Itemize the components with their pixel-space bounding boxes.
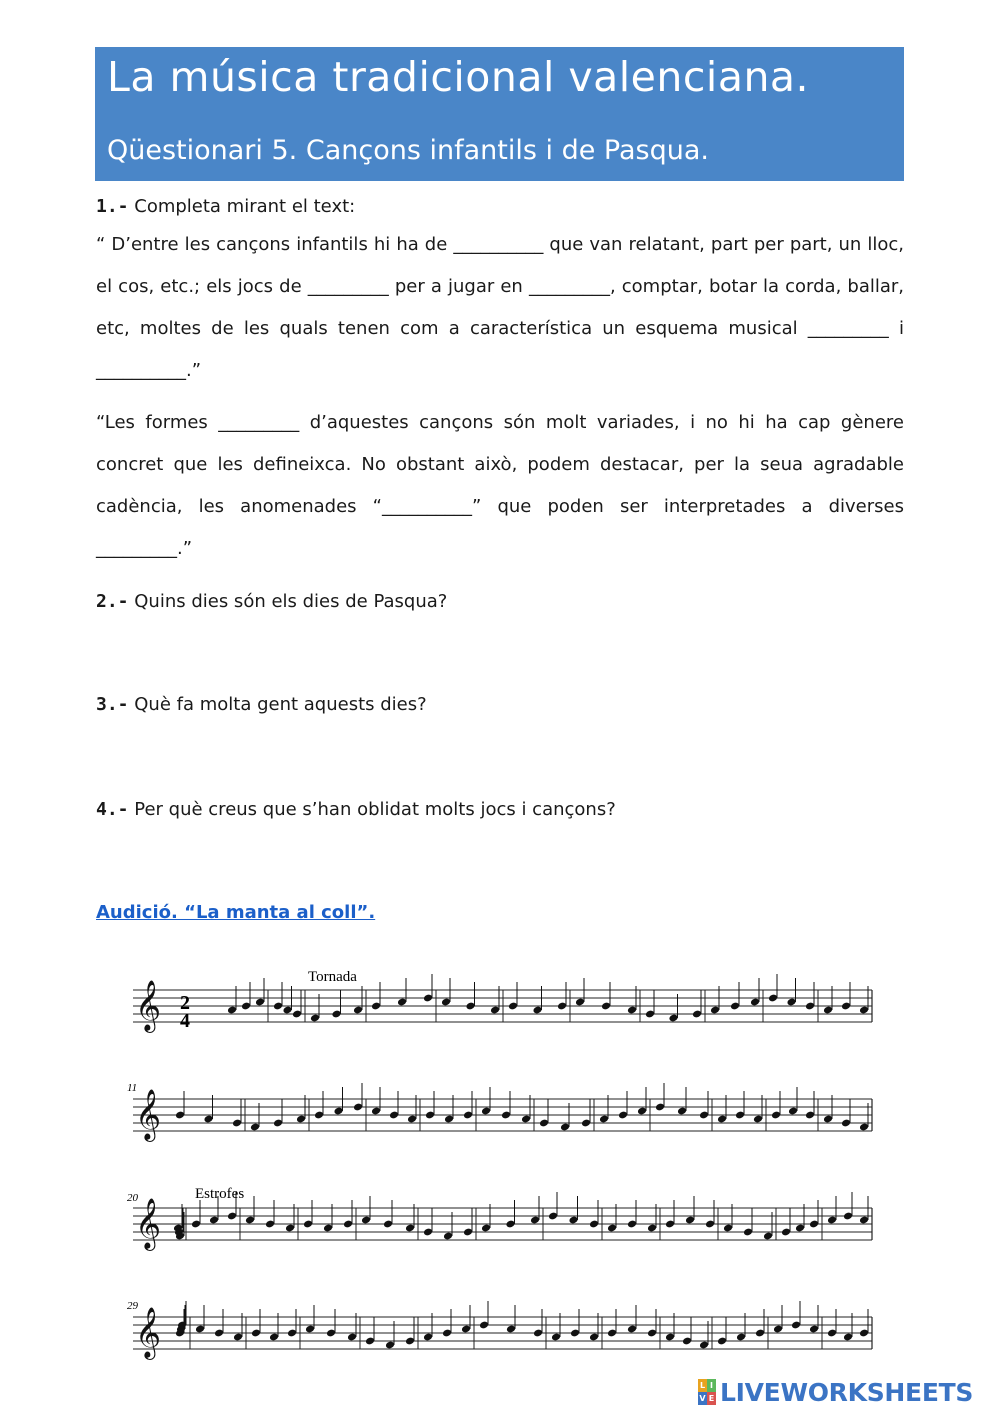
question-3-text: Què fa molta gent aquests dies?: [134, 694, 427, 715]
question-1: [96, 196, 355, 217]
music-notes: [173, 974, 869, 1349]
question-2-text: Quins dies són els dies de Pasqua?: [134, 591, 448, 612]
page-subtitle: Qüestionari 5. Cançons infantils i de Pasqua.: [107, 135, 709, 166]
treble-clef-icon: 𝄞: [135, 1089, 162, 1140]
badge-letter: I: [707, 1379, 716, 1392]
measure-number-20: 20: [127, 1192, 138, 1204]
liveworksheets-brand: LIVEWORKSHEETS: [720, 1377, 974, 1407]
measure-number-29: 29: [127, 1300, 138, 1312]
sheet-music: [0, 950, 1000, 1370]
treble-clef-icon: 𝄞: [135, 980, 162, 1031]
liveworksheets-logo[interactable]: [698, 1378, 973, 1406]
measure-number-11: 11: [127, 1082, 138, 1094]
staff-lines: [133, 980, 872, 1360]
question-1-number: 1.-: [96, 196, 129, 217]
question-1-prompt: Completa mirant el text:: [134, 196, 356, 217]
treble-clef-icon: 𝄞: [135, 1198, 162, 1249]
treble-clef-icon: 𝄞: [135, 1307, 162, 1358]
section-label-estrofes: Estrofes: [195, 1186, 245, 1202]
liveworksheets-badge-icon: [698, 1379, 716, 1405]
question-1-paragraph-2: “Les formes _________ d’aquestes cançons són molt variades, i no hi ha cap gènere concret que les defineixca. No obstant això, podem destacar, per la seua agradable cadència, les anomenades “__________” que poden ser interpretades a diverses _________.”: [96, 412, 904, 559]
question-2: [96, 591, 447, 612]
question-4-number: 4.-: [96, 799, 129, 820]
section-label-tornada: Tornada: [308, 969, 357, 985]
badge-letter: E: [708, 1394, 715, 1403]
question-3: [96, 694, 427, 715]
question-2-number: 2.-: [96, 591, 129, 612]
title-banner: [95, 47, 904, 181]
page-title: La música tradicional valenciana.: [107, 53, 810, 101]
badge-letter: V: [699, 1394, 706, 1403]
audition-link[interactable]: Audició. “La manta al coll”.: [96, 902, 376, 923]
badge-letter: L: [699, 1381, 706, 1390]
time-signature-bottom: 4: [180, 1010, 190, 1032]
question-1-paragraph-1: “ D’entre les cançons infantils hi ha de __________ que van relatant, part per part, un lloc, el cos, etc.; els jocs de _________ per a jugar en _________, comptar, botar la corda, ballar, etc, moltes de les quals tenen com a característica un esquema musical _________ i __________.”: [96, 234, 904, 381]
time-signature-top: 2: [180, 992, 190, 1014]
question-4: [96, 799, 616, 820]
question-4-text: Per què creus que s’han oblidat molts jocs i cançons?: [134, 799, 616, 820]
question-3-number: 3.-: [96, 694, 129, 715]
